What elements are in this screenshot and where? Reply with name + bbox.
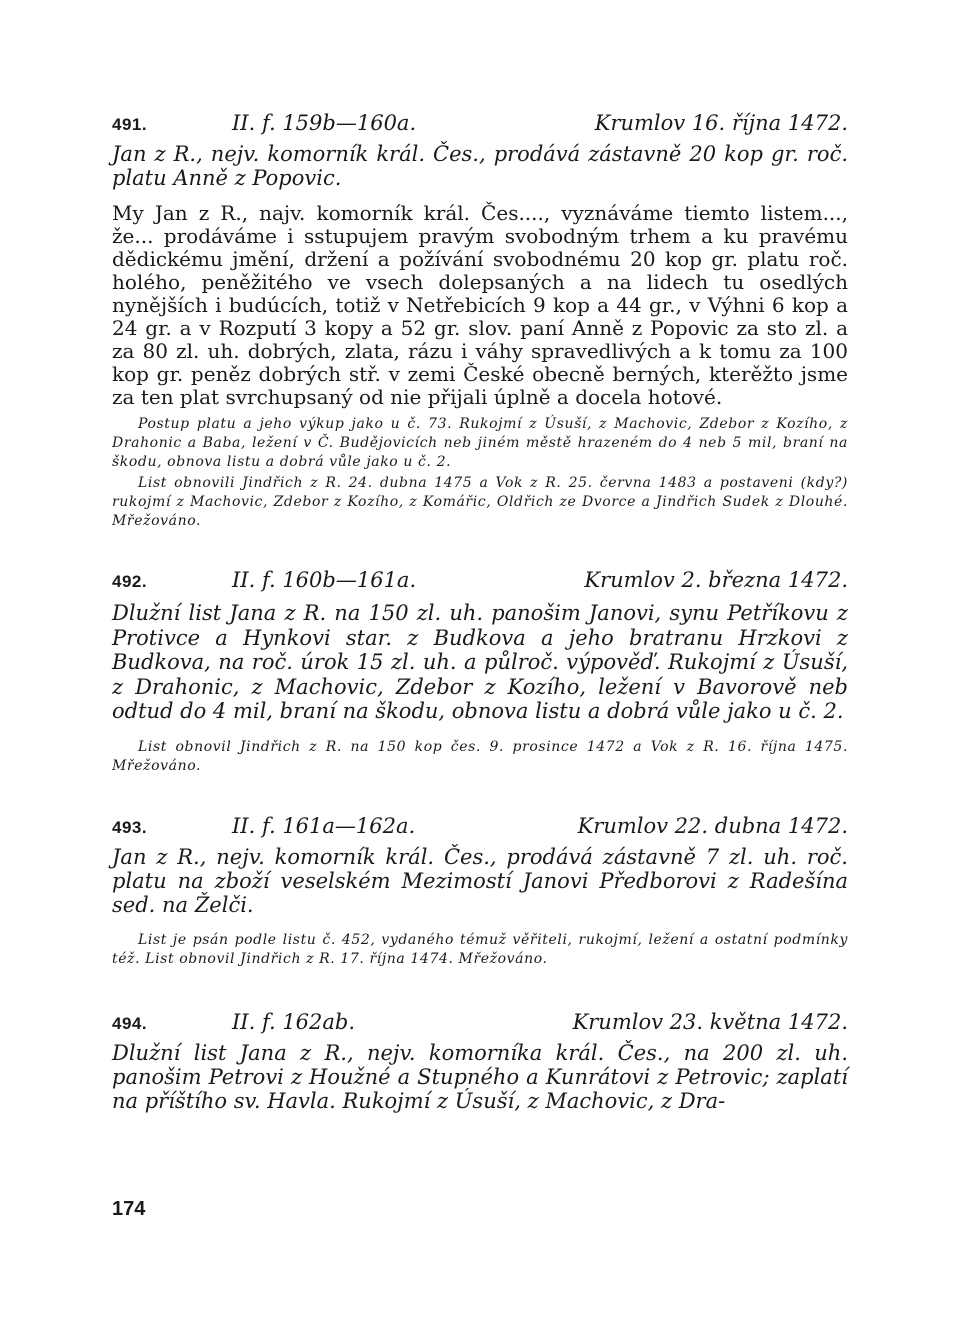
entry-493 (112, 813, 848, 969)
entry-date: Krumlov 23. května 1472. (572, 1009, 848, 1034)
entry-491 (112, 110, 848, 531)
entry-header (112, 1009, 848, 1037)
entry-number: 492. (112, 572, 148, 591)
entry-date: Krumlov 16. října 1472. (594, 111, 848, 135)
entry-494 (112, 1009, 848, 1113)
entry-date: Krumlov 2. března 1472. (584, 568, 848, 592)
entry-number: 493. (112, 817, 148, 837)
entry-source: II. f. 160b—161a. (232, 568, 417, 592)
entry-492 (112, 567, 848, 776)
entry-regest: Dlužní list Jana z R., nejv. komorníka král. Čes., na 200 zl. uh. panošim Petrovi z Houžné a Stupného a Kunrátovi z Petrovic; zaplatí na příštího sv. Havla. Rukojmí z Úsuší, z Machovic, z Dra- (112, 1040, 848, 1113)
entry-regest: Jan z R., nejv. komorník král. Čes., prodává zástavně 20 kop gr. roč. platu Anně z Popovic. (112, 142, 848, 190)
entry-source: II. f. 159b—160a. (232, 111, 417, 135)
entry-number: 494. (112, 1013, 148, 1033)
entry-header (112, 567, 848, 595)
page-number: 174 (112, 1198, 146, 1220)
entry-note: List je psán podle listu č. 452, vydaného témuž věřiteli, rukojmí, ležení a ostatní podmínky též. List obnovil Jindřich z R. 17. října 1474. Mřežováno. (112, 931, 848, 967)
entry-regest: Jan z R., nejv. komorník král. Čes., prodává zástavně 7 zl. uh. roč. platu na zboží veselském Mezimostí Janovi Předborovi z Radešína sed. na Želči. (112, 844, 848, 917)
entry-regest: Dlužní list Jana z R. na 150 zl. uh. panošim Janovi, synu Petříkovu z Protivce a Hynkovi star. z Budkova a jeho bratranu Hrzkovi z Budkova, na roč. úrok 15 zl. uh. a půlroč. výpověď. Rukojmí z Úsuší, z Drahonic, z Machovic, Zdebor z Kozího, ležení v Bavorově neb odtud do 4 mil, braní na škodu, obnova listu a dobrá vůle jako u č. 2. (112, 601, 848, 723)
entry-body-text: My Jan z R., najv. komorník král. Čes...., vyznáváme tiemto listem..., že... prodáváme i sstupujem pravým svobodným trhem a ku pravému dědickému jmění, držení a požívání svobodnému 20 kop gr. platu roč. holého, peněžitého ve vsech dolepsaných a na lidech tu osedlých nynějších i budúcích, totiž v Netřebicích 9 kop a 44 gr., v Výhni 6 kop a 24 gr. a v Rozputí 3 kopy a 52 gr. slov. paní Anně z Popovic za sto zl. a za 80 zl. uh. dobrých, zlata, rázu i váhy spravedlivých a k tomu za 100 kop gr. peněz dobrých stř. v zemi České obecně berných, kterěžto jsme za ten plat svrchupsaný od nie přijali úplně a docela hotové. (112, 201, 848, 409)
entry-source: II. f. 162ab. (232, 1009, 356, 1034)
entry-note: Postup platu a jeho výkup jako u č. 73. Rukojmí z Úsuší, z Machovic, Zdebor z Kozího, z Drahonic a Baba, ležení v Č. Budějovicích neb jiném městě hrazeném do 4 neb 5 mil, braní na škodu, obnova listu a dobrá vůle jako u č. 2. (112, 416, 848, 470)
entry-note: List obnovil Jindřich z R. na 150 kop čes. 9. prosince 1472 a Vok z R. 16. října 1475. Mřežováno. (112, 738, 848, 774)
entry-header (112, 813, 848, 841)
entry-header (112, 110, 848, 138)
entry-number: 491. (112, 115, 148, 134)
entry-source: II. f. 161a—162a. (232, 813, 416, 838)
entry-note: List obnovili Jindřich z R. 24. dubna 1475 a Vok z R. 25. června 1483 a postaveni (kdy?) rukojmí z Machovic, Zdebor z Kozího, z Komářic, Oldřich ze Dvorce a Jindřich Sudek z Dlouhé. Mřežováno. (112, 475, 848, 529)
entry-date: Krumlov 22. dubna 1472. (577, 813, 848, 838)
